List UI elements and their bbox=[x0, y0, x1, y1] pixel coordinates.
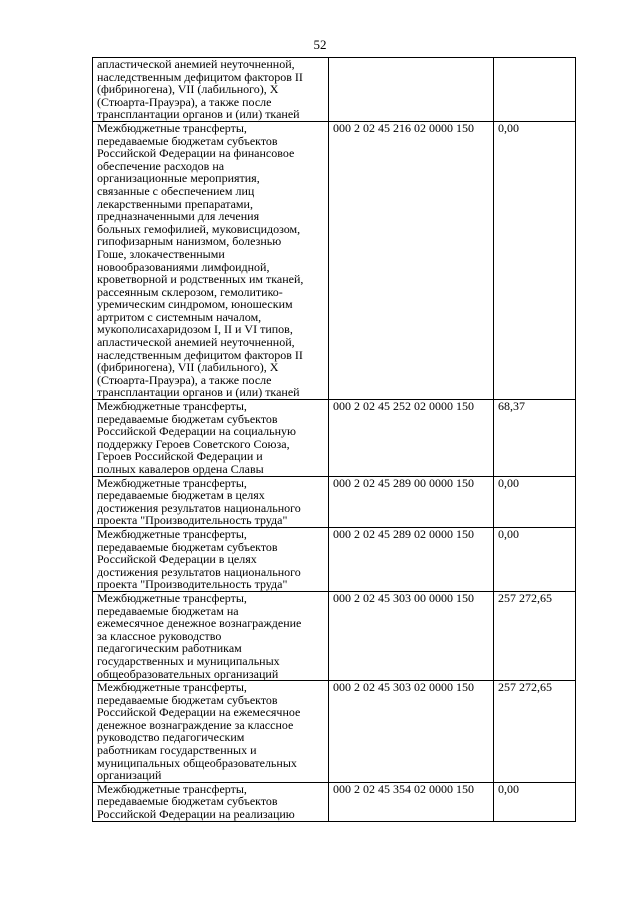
budget-classification-code: 000 2 02 45 303 00 0000 150 bbox=[329, 591, 494, 680]
budget-classification-code: 000 2 02 45 252 02 0000 150 bbox=[329, 400, 494, 477]
transfer-description: Межбюджетные трансферты, передаваемые бюджетам в целях достижения результатов национального проекта "Производительность труда" bbox=[93, 476, 329, 527]
budget-classification-code bbox=[329, 58, 494, 122]
transfer-description: Межбюджетные трансферты, передаваемые бюджетам субъектов Российской Федерации на финансовое обеспечение расходов на организационные мероприятия, связанные с обеспечением лиц лекарственными препаратами, предназначенными для лечения больных гемофилией, муковисцидозом, гипофизарным нанизмом, болезнью Гоше, злокачественными новообразованиями лимфоидной, кроветворной и родственных им тканей, рассеянным склерозом, гемолитико- уремическим синдромом, юношеским артритом с системным началом, мукополисахаридозом I, II и VI типов, апластической анемией неуточненной, наследственным дефицитом факторов II (фибриногена), VII (лабильного), X (Стюарта-Прауэра), а также после трансплантации органов и (или) тканей bbox=[93, 121, 329, 399]
amount-value bbox=[494, 58, 576, 122]
transfer-description: Межбюджетные трансферты, передаваемые бюджетам субъектов Российской Федерации в целях достижения результатов национального проекта "Производительность труда" bbox=[93, 527, 329, 591]
table-row bbox=[93, 782, 576, 821]
page-number: 52 bbox=[313, 37, 327, 52]
budget-classification-code: 000 2 02 45 289 02 0000 150 bbox=[329, 527, 494, 591]
budget-classification-code: 000 2 02 45 303 02 0000 150 bbox=[329, 681, 494, 783]
table-row bbox=[93, 476, 576, 527]
transfer-description: Межбюджетные трансферты, передаваемые бюджетам субъектов Российской Федерации на ежемесячное денежное вознаграждение за классное руководство педагогическим работникам государственных и муниципальных общеобразовательных организаций bbox=[93, 681, 329, 783]
table-row bbox=[93, 681, 576, 783]
transfer-description: Межбюджетные трансферты, передаваемые бюджетам субъектов Российской Федерации на реализацию bbox=[93, 782, 329, 821]
table-row bbox=[93, 121, 576, 399]
budget-classification-code: 000 2 02 45 289 00 0000 150 bbox=[329, 476, 494, 527]
table-row bbox=[93, 591, 576, 680]
amount-value: 257 272,65 bbox=[494, 591, 576, 680]
table-row bbox=[93, 58, 576, 122]
table-row bbox=[93, 527, 576, 591]
amount-value: 0,00 bbox=[494, 782, 576, 821]
amount-value: 68,37 bbox=[494, 400, 576, 477]
transfer-description: Межбюджетные трансферты, передаваемые бюджетам на ежемесячное денежное вознаграждение за классное руководство педагогическим работникам государственных и муниципальных общеобразовательных организаций bbox=[93, 591, 329, 680]
budget-classification-code: 000 2 02 45 354 02 0000 150 bbox=[329, 782, 494, 821]
amount-value: 0,00 bbox=[494, 121, 576, 399]
transfer-description: апластической анемией неуточненной, наследственным дефицитом факторов II (фибриногена), VII (лабильного), X (Стюарта-Прауэра), а также после трансплантации органов и (или) тканей bbox=[93, 58, 329, 122]
amount-value: 0,00 bbox=[494, 527, 576, 591]
amount-value: 257 272,65 bbox=[494, 681, 576, 783]
table-row bbox=[93, 400, 576, 477]
budget-transfers-table bbox=[92, 57, 576, 822]
transfer-description: Межбюджетные трансферты, передаваемые бюджетам субъектов Российской Федерации на социальную поддержку Героев Советского Союза, Героев Российской Федерации и полных кавалеров ордена Славы bbox=[93, 400, 329, 477]
budget-classification-code: 000 2 02 45 216 02 0000 150 bbox=[329, 121, 494, 399]
amount-value: 0,00 bbox=[494, 476, 576, 527]
